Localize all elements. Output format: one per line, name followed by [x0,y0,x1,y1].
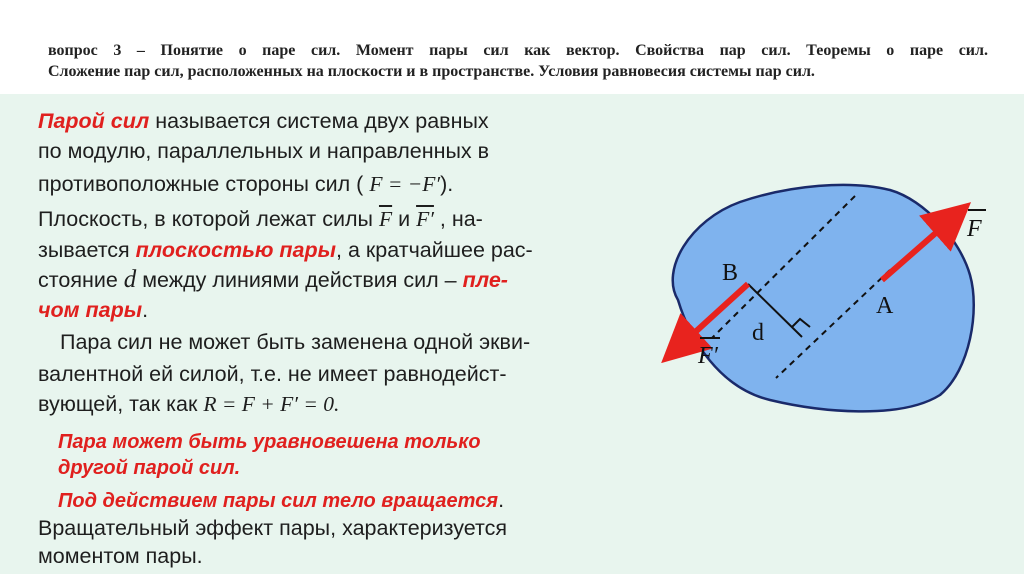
statement-balanced: Пара может быть уравновешена только [58,431,481,453]
symbol-F: $\overline{F}$ [378,207,393,231]
slide-header [0,0,1024,94]
term-arm-part1: пле- [462,268,508,292]
text-line: Вращательный эффект пары, характеризуется [38,516,507,540]
text-line [38,171,453,197]
text-fragment: стояние [38,268,124,292]
text-line [38,297,148,323]
rigid-body-shape [673,185,974,412]
text-line: валентной ей силой, т.е. не имеет равнодейст- [38,362,507,386]
point-label-A: A [876,293,894,319]
text-line [38,267,508,293]
formula-equal-opposite: F = −F′ [369,172,441,196]
text-fragment: Плоскость, в которой лежат силы [38,207,379,231]
slide-title [48,40,988,82]
arm-label-d: d [752,320,764,346]
text-line [38,391,339,417]
text-fragment: . [498,488,505,512]
text-fragment: называется система двух равных [149,109,489,133]
symbol-F-prime: F′ [416,207,434,231]
text-line [38,206,483,232]
text-fragment: вующей, так как [38,392,204,416]
text-line [38,108,489,134]
statement-rotation: Под действием пары сил тело вращается [58,490,499,512]
statement-balanced-2: другой парой сил. [58,457,241,479]
force-pair-diagram [650,180,1000,425]
text-line [38,237,533,263]
title-line-2: Сложение пар сил, расположенных на плоскости и в пространстве. Условия равновесия системы пар сил. [48,63,815,80]
text-fragment: противоположные стороны сил ( [38,172,364,196]
term-arm-part2: чом пары [38,298,143,322]
text-line: по модулю, параллельных и направленных в [38,139,490,163]
title-line-1: вопрос 3 – Понятие о паре сил. Момент пары сил как вектор. Свойства пар сил. Теоремы о паре сил. [48,42,988,59]
text-fragment: , на- [433,207,483,231]
text-fragment: ). [440,172,454,196]
text-line [58,487,504,514]
text-fragment: зывается [38,238,136,262]
point-label-B: B [722,260,739,286]
force-label-F-prime: F′ [698,343,718,369]
symbol-d: d [123,266,137,293]
term-pair-of-forces: Парой сил [38,109,150,133]
text-fragment: и [392,207,417,231]
term-plane-of-pair: плоскостью пары [135,238,337,262]
text-fragment: , а кратчайшее рас- [336,238,533,262]
text-fragment: между линиями действия сил – [136,268,463,292]
formula-resultant: R = F + F′ = 0. [203,392,340,416]
text-line: Пара сил не может быть заменена одной экви- [60,330,531,354]
text-line: моментом пары. [38,544,203,568]
force-label-F: F [967,216,982,242]
text-fragment: . [142,298,149,322]
